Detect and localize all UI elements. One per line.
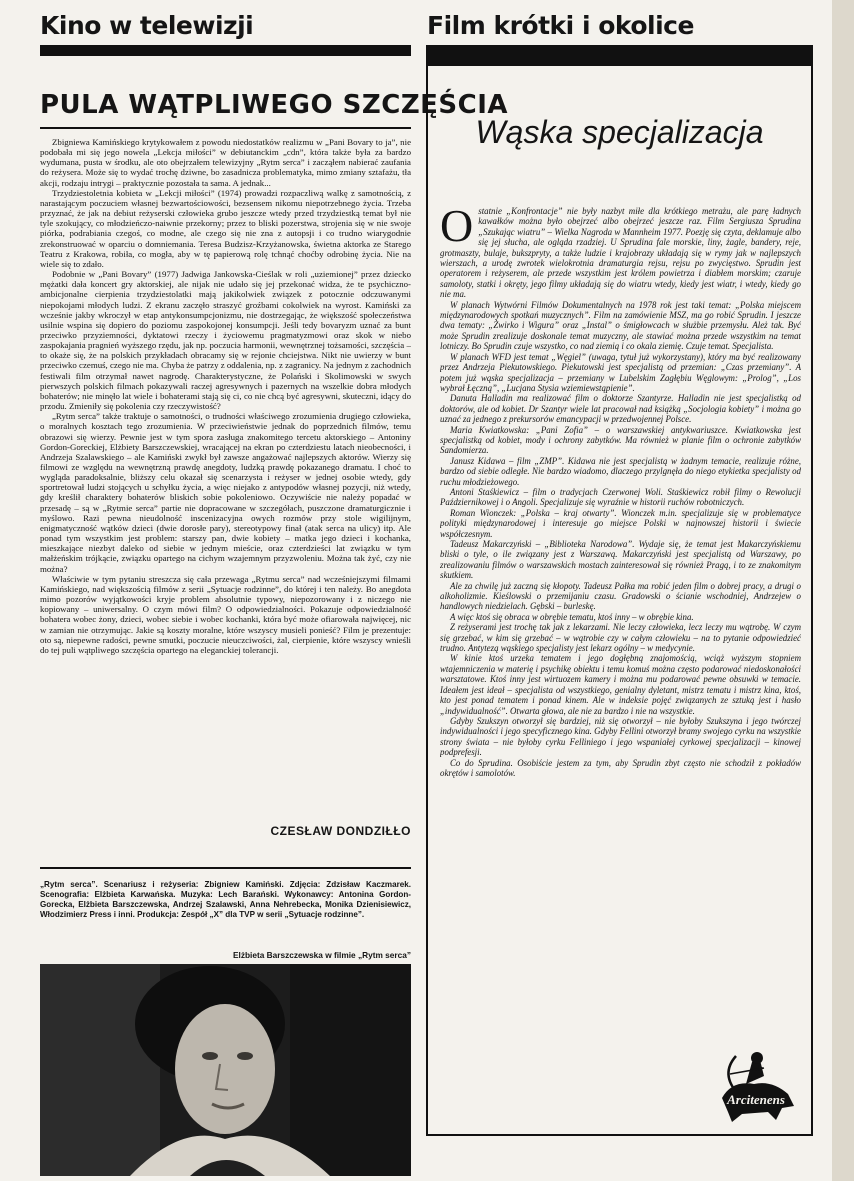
article-body-right: [440, 206, 801, 1036]
drop-cap: O: [440, 206, 474, 251]
article-headline: PULA WĄTPLIWEGO SZCZĘŚCIA: [40, 90, 509, 120]
frame-top-band: [428, 50, 811, 66]
credits-rule: [40, 867, 411, 869]
film-credits: „Rytm serca”. Scenariusz i reżyseria: Zbigniew Kamiński. Zdjęcia: Zdzisław Kaczmarek. Scenografia: Elżbieta Karwańska. Muzyka: Lech Barański. Wykonawcy: Antonina Gordon-Gorecka, Elżbieta Barszczewska, Andrzej Szalawski, Anna Nehrebecka, Monika Dzienisiewicz, Włodzimierz Press i inni. Produkcja: Zespół „X” dla TVP w serii „Sytuacje rodzinne”.: [40, 880, 411, 919]
body-paragraph: Danuta Halladin ma realizować film o doktorze Szantyrze. Halladin nie jest specjalistką od doktorów, ale od kobiet. Dr Szantyr wiele lat pracował nad książką „Socjologia kobiety” i można go uznać za jednego z prekursorów emancypacji w przedwojennej Polsce.: [440, 393, 801, 425]
body-paragraph: Gdyby Szukszyn otworzył się bardziej, niż się otworzył – nie byłoby Szukszyna i jego twórczej indywidualności i jego specyficznego kina. Gdyby Fellini otworzył bramy swojego cyrku na wszystkie strony świata – nie byłoby cyrku Felliniego i jego wspaniałej cyrkowej specjalizacji – kinowej podprefesji.: [440, 715, 801, 758]
arcitenens-logo: [702, 1050, 806, 1126]
body-paragraph: Podobnie w „Pani Bovary” (1977) Jadwiga Jankowska-Cieślak w roli „uziemionej” przez dziecko mężatki dała koncert gry aktorskiej, ale nijak nie udało się jej przekonać widza, że te psychiczno-ambicjonalne cierpienia trzydziestolatki mają jakikolwiek związek z potocznie odczuwanymi niepokojami młodych ludzi. Z ekranu zaczęło straszyć groźbami cokolwiek na wyrost. Kamiński za wcześnie jakby wkroczył w etap antykonsumpcjonizmu, nie dostrzegając, że większość społeczeństwa usilnie wspina się dopiero do poziomu zaspokojonej konsumpcji. Jeśli tedy bovaryzm uznać za bunt przeciwko przyziemności, dyktatowi rzeczy i życiowemu pragmatyzmowi oraz skok w niebo zaspokajania pragnień wyższego rzędu, jak np. poczucia harmonii, wewnętrznej tożsamości, szczęścia – to okaże się, że na polskich przykładach obracamy się w rejonie chciejstwa. Nikt nie uwierzy w bunt przeciwko czemuś, czego nie ma. Chyba że patrzy z oddalenia, np. z zagranicy. Na jednym z zachodnich festiwali film otrzymał nawet nagrodę. Charakterystyczne, że Polański i Skolimowski w swych pierwszych polskich filmach pokazywali raczej agresywnych i pazernych na wszelkie dobra młodych bohaterów; nie minęło lat wiele i bohaterami stają się ci, co nie chcą być agresywni, skuteczni, idący do przodu. Zmieniły się pokolenia czy rzeczywistość?: [40, 269, 411, 412]
body-paragraph: Co do Sprudina. Osobiście jestem za tym, aby Sprudin zbyt często nie schodził z pokładów okrętów i samolotów.: [440, 757, 801, 778]
photo-caption: Elżbieta Barszczewska w filmie „Rytm serca”: [232, 950, 411, 960]
author-byline: CZESŁAW DONDZIŁŁO: [270, 824, 411, 838]
headline-rule: [40, 127, 411, 129]
body-paragraph: Z reżyserami jest trochę tak jak z lekarzami. Nie leczy człowieka, lecz leczy mu wątrobę. W czym się grzebać, w kim się grzebać – w wątrobie czy w całym człowieku – na to pytanie odpowiedzieć trudno. Antytezą wąskiego specjalisty jest lekarz ogólny – w medycynie.: [440, 622, 801, 654]
lead-paragraph: [440, 206, 801, 300]
body-paragraph: Zbigniewa Kamińskiego krytykowałem z powodu niedostatków realizmu w „Pani Bovary to ja”, nie podobała mi się jego nowela „Lekcja miłości” w debiutanckim „cdn”, która także była za bardzo wydumana, pusta w środku, ale oto obejrzałem telewizyjny „Rytm serca” i zacząłem nabierać zaufania do reżysera. Może się to wydać trochę dziwne, bo zasadnicza problematyka, mimo zmiany sztafażu, tła akcji, rodzaju intrygi – praktycznie pozostała ta sama. A jednak...: [40, 137, 411, 188]
section-bar-left: [40, 45, 411, 56]
body-paragraph: Roman Wionczek: „Polska – kraj otwarty”. Wionczek m.in. specjalizuje się w problematyce polityki międzynarodowej i interesuje go miejsce Polski w najnowszej historii i świecie współczesnym.: [440, 507, 801, 539]
section-header-right: Film krótki i okolice: [427, 11, 694, 40]
lead-text: statnie „Konfrontacje” nie były nazbyt miłe dla krótkiego metrażu, ale parę ładnych kawałków można było obejrzeć albo obejrzeć jeszcze raz. Film Sergiusza Sprudina „Szukając wiatru” – Wielka Nagroda w Mannheim 1977. Poezję się czyta, deklamuje albo się jej słucha, ale ogląda rzadziej. U Sprudina fale morskie, liny, żagle, bandery, reje, grotmaszty, bulaje, bukszpryty, a także ludzie i krajobrazy układają się w rymy jak w najlepszych wierszach, a urodę zwrotek wielokrotnia dramaturgia rejsu, rejsu po zwycięstwo. Sprudin jest operatorem i reżyserem, ale przede wszystkim jest królem powietrza i diabłem morskim; czaruje samoloty, statki i okręty, jego filmy układają się do wiatru wtedy, kiedy jest wiatr, i wtedy, kiedy go nie ma.: [440, 206, 801, 300]
body-paragraph: Tadeusz Makarczyński – „Biblioteka Narodowa”. Wydaje się, że temat jest Makarczyńskiemu bliski o tyle, o ile związany jest z Warszawą. Makarczyński jest specjalistą od Warszawy, po zrealizowaniu filmów o warszawskich mostach zainteresował się również Pragą, i to ze znakomitym skutkiem.: [440, 539, 801, 581]
logo-text: Arcitenens: [727, 1092, 785, 1107]
body-paragraph: A więc ktoś się obraca w obrębie tematu, ktoś inny – w obrębie kina.: [450, 611, 694, 622]
archer-logo-icon: [702, 1050, 806, 1126]
article-body-left: [40, 137, 411, 855]
body-paragraph: Właściwie w tym pytaniu streszcza się cała przewaga „Rytmu serca” nad wcześniejszymi filmami Kamińskiego, nad większością filmów z serii „Sytuacje rodzinne”, do której i ten należy. Bo anegdota mimo pozorów wyjątkowości kryje problem absolutnie typowy, niepozorowany i z niczego nie kopiowany – uniwersalny. O czym mówi film? O odpowiedzialności. Pokazuje odpowiedzialność bohatera wobec żony, dzieci, wobec siebie i wobec kochanki, która być może ofiarowała najwięcej, nic w zamian nie otrzymując. Jakie są koszty moralne, które wszyscy musieli ponieść? Film je prezentuje: oto są, niepewne radości, pewne smutki, poczucie nieuczciwości, żal, cierpienie, które wszyscy wnieśli do tej puli wątpliwego szczęścia opartego na eleganckiej tolerancji.: [40, 573, 411, 655]
film-still-photo: [40, 964, 411, 1176]
article-title-right: Wąska specjalizacja: [475, 114, 764, 150]
body-paragraph: Janusz Kidawa – film „ZMP”. Kidawa nie jest specjalistą w żadnym temacie, realizuje różne, bardzo od siebie odległe. Nie bardzo wiadomo, dlaczego przylgnęła do niego etykietka specjalisty od ruchu młodzieżowego.: [440, 455, 801, 487]
body-paragraph: Ale za chwilę już zaczną się kłopoty. Tadeusz Pałka ma robić jeden film o dobrej pracy, a drugi o alkoholizmie. Kieślowski o przemijaniu czasu. Gradowski o ścianie wschodniej, Andrzejew o handlowych niedzielach. Gębski – burleskę.: [440, 580, 801, 612]
body-paragraph: Maria Kwiatkowska: „Pani Zofia” – o warszawskiej antykwariuszce. Kwiatkowska jest specjalistką od kobiet, mody i ochrony zabytków. Ma również w planie film o ochronie zabytków Sandomierza.: [440, 424, 801, 456]
page-edge: [832, 0, 854, 1181]
body-paragraph: Antoni Staśkiewicz – film o tradycjach Czerwonej Woli. Staśkiewicz robił filmy o Rewolucji Październikowej i o Angoli. Specjalizuje się wyraźnie w historii ruchów robotniczych.: [440, 486, 801, 508]
section-header-left: Kino w telewizji: [40, 11, 254, 40]
body-paragraph: „Rytm serca” także traktuje o samotności, o trudności właściwego zrozumienia drugiego człowieka, o moralnych kosztach tego zrozumienia. W przeciwieństwie jednak do poprzednich filmów, temu obrazowi się wierzy. Pewnie jest w tym spora zasługa znakomitego tercetu aktorskiego – Antoniny Gordon-Goreckiej, Elżbiety Barszczewskiej, wracającej na ekran po czterdziestu latach nieobecności, i Andrzeja Szalawskiego – ale Kamiński zwykł był zawsze angażować najlepszych aktorów. Wierzy się filmowi ze względu na wewnętrzną prawdę anegdoty, ludzką prawdę pokazanego dramatu. I choć to wygląda paradoksalnie, bliższy celu okazał się scenarzysta i reżyser w jednej osobie wtedy, gdy sportretował ludzi stojących u schyłku życia, a więc niejako z antypodów własnej pozycji, niż wtedy, gdy kreślił charaktery bohaterów bliskich sobie pokoleniowo. Oczywiście nie należy popadać w przesadę – są w „Rytmie serca” partie nie dopracowane w szczegółach, puszczone dramaturgicznie i myślowo. Razi pewna nieudolność inscenizacyjna owych rozmów przy stole wigilijnym, enigmatyczność wątków dzieci (dwie dorosłe pary), stereotypowy finał (atak serca na ulicy) itp. Ale ponad tym wszystkim jest problem: starszy pan, dwie kobiety – matka jego dzieci i kochanka, mieszkające niezbyt daleko od siebie w jednym mieście, oraz czterdzieści lat związku w tym małżeńskim trójkącie, związku opartego na cichym wzajemnym przyzwoleniu. Można tak żyć, czy nie można?: [40, 411, 411, 574]
body-paragraph: W planach WFD jest temat „Węgiel” (uwaga, tytuł już wykorzystany), który ma być realizowany przez Andrzeja Piekutowskiego. Piekutowski jest specjalistą od przemian: „Czas przemiany”. A potem już wąska specjalizacja – przemiany w Lubelskim Zagłębiu Węglowym: „Prolog”, „Los wybrał Łęczną”, „Lucjana Stysia wziemiewstąpienie”.: [440, 351, 801, 393]
body-paragraph: W planach Wytwórni Filmów Dokumentalnych na 1978 rok jest taki temat: „Polska miejscem międzynarodowych spotkań muzycznych”. Film na zamówienie MSZ, ma go robić Sprudin. I jeszcze dwa tematy: „Żwirko i Wigura” oraz „Instal” o śmigłowcach w służbie przemysłu. Ależ tak. Być może Sprudin zrealizuje doskonale temat muzyczny, ale stawiać można przede wszystkim na temat lotniczy. Bo Sprudin czuje wszystko, co nad ziemią i co okala ziemię. Czuje temat. Specjalista.: [440, 299, 801, 352]
body-paragraph: W kinie ktoś urzeka tematem i jego dogłębną znajomością, wciąż wyższym stopniem wtajemniczenia w materię i psychikę obiektu i temu komuś można często podarować niedoskonałości warsztatowe. Ktoś inny jest wirtuozem kamery i można mu podarować pewne obsuwki w temacie. Ideałem jest ideał – specjalista od wszystkiego, genialny dyletant, mistrz tematu i mistrz kina, ktoś, kto jest ponad tematem i ponad kinem. Ale w indeksie pojęć związanych ze sztuką jest i hasło „indywidualność”. Otwarta głowa, ale nie za bardzo i nie na wszystkie.: [440, 653, 801, 716]
body-paragraph: Trzydziestoletnia kobieta w „Lekcji miłości” (1974) prowadzi rozpaczliwą walkę z samotnością, z narastającym poczuciem własnej bezwartościowości, bezsensem nikomu niepotrzebnego życia. Trzeba przyznać, że jak na debiut reżyserski człowieka grubo jeszcze wtedy przed trzydziestką temat był nie tyle szokujący, co młodzieńczo-naiwnie przekorny; przez to bliski pozerstwa, strojenia się w nie swoje piórka, podrabiania czegoś, co modne, ale czego się nie zna z autopsji i co trudno wiarygodnie zrekonstruować w oparciu o domniemania. Teresa Budzisz-Krzyżanowska, świetna aktorka ze Starego Teatru z Krakowa, robiła, co mogła, aby w tę papierową rolę tchnąć choćby odrobinę życia. Nie na wiele się to zdało.: [40, 187, 411, 269]
portrait-illustration: [40, 964, 411, 1176]
